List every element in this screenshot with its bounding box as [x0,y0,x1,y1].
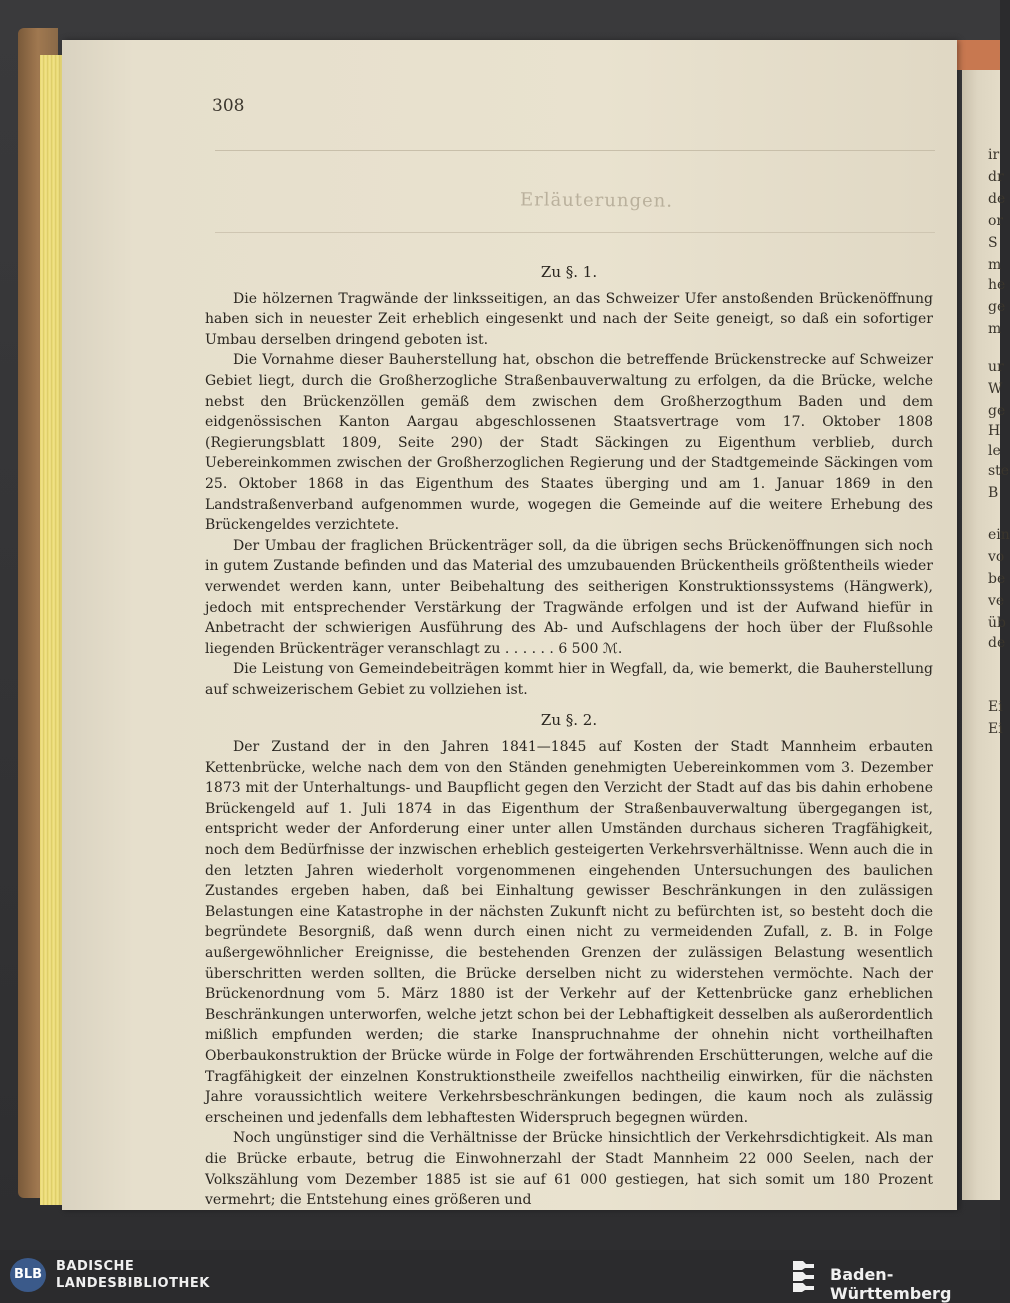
blb-logo-icon[interactable]: BLB [10,1258,46,1292]
paragraph: Die Vornahme dieser Bauherstellung hat, obschon die betreffende Brückenstrecke auf Schweizer Gebiet liegt, durch die Großherzogliche Straßenbauverwaltung zu erfolgen, da die Brücke, welche nebst den Brückenzöllen gemäß dem zwischen dem Großherzogthum Baden und dem eidgenössischen Kanton Aargau abgeschlossenen Staatsvertrage vom 17. Oktober 1808 (Regierungsblatt 1809, Seite 290) der Stadt Säckingen zu Eigenthum verblieb, durch Uebereinkommen zwischen der Großherzoglichen Regierung und der Stadtgemeinde Säckingen vom 25. Oktober 1868 in das Eigenthum des Staates überging und am 1. Januar 1869 in den Landstraßenverband aufgenommen wurde, wogegen die Gemeinde auf die weitere Erhebung des Brückengeldes verzichtete. [205,352,933,534]
edge-fragment: ve [988,593,1005,609]
paragraph-text: Der Umbau der fraglichen Brückenträger soll, da die übrigen sechs Brückenöffnungen sich noch in gutem Zustande befinden und das Material des umzubauenden Brückentheils größtentheils wieder verwendet werden kann, unter Beibehaltung des seitherigen Konstruktionssystems (Hängwerk), jedoch mit entsprechender Verstärkung der Tragwände erfolgen und ist der Aufwand hiefür in Anbetracht der schwierigen Ausführung des Ab- und Aufschlagens der hoch über der Flußsohle liegenden Brückenträger veranschlagt zu [205,537,933,657]
edge-fragment: ste [988,463,1010,479]
section-heading: Zu §. 2. [540,711,598,730]
edge-fragment: S [988,235,998,251]
blb-name-line1: BADISCHE [56,1259,135,1274]
facing-page-edge [962,70,1010,1200]
edge-fragment: Ei [988,699,1003,715]
edge-fragment: W [988,381,1003,397]
edge-fragment: ein [988,527,1010,543]
edge-fragment: ur [988,359,1004,375]
paragraph: Die Leistung von Gemeindebeiträgen kommt hier in Wegfall, da, wie bemerkt, die Bauherstellung auf schweizerischem Gebiet zu vollziehen ist. [205,661,933,698]
edge-fragment: be [988,571,1006,587]
amount-value: 6 500 ℳ. [558,640,623,657]
page-number: 308 [212,96,245,116]
edge-fragment: le [988,443,1001,459]
bw-label[interactable]: Baden-Württemberg [830,1265,952,1303]
viewer-footer [0,1250,1000,1303]
baden-wuerttemberg-lions-icon [790,1257,820,1293]
edge-fragment: or [988,213,1004,229]
blb-name-line2: LANDESBIBLIOTHEK [56,1276,210,1291]
edge-fragment: H [988,423,1001,439]
bleed-through-rule [215,232,935,233]
edge-fragment: dr [988,169,1004,185]
edge-fragment: B [988,485,999,501]
edge-fragment: m [988,321,1002,337]
bleed-through-heading: Erläuterungen. [519,189,674,212]
edge-fragment: ir [988,147,1000,163]
paragraph [205,536,933,660]
edge-fragment: Ei [988,721,1003,737]
edge-fragment: de [988,635,1006,651]
paragraph: Der Zustand der in den Jahren 1841—1845 auf Kosten der Stadt Mannheim erbauten Kettenbrücke, welche nach dem von den Ständen genehmigten Uebereinkommen vom 3. Dezember 1873 mit der Unterhaltungs- und Baupflicht gegen den Verzicht der Stadt auf das bis dahin erhobene Brückengeld auf 1. Juli 1874 in das Eigenthum der Straßenbauverwaltung übergegangen ist, entspricht weder der Anforderung einer unter allen Umständen durchaus sicheren Tragfähigkeit, noch dem Bedürfnisse der inzwischen erheblich gesteigerten Verkehrsverhältnisse. Wenn auch die in den letzten Jahren wiederholt vorgenommenen eingehenden Untersuchungen des baulichen Zustandes ergeben haben, daß bei Einhaltung gewisser Beschränkungen in den zulässigen Belastungen eine Katastrophe in der nächsten Zukunft nicht zu befürchten ist, so besteht doch die begründete Besorgniß, daß wenn durch einen nicht zu vermeidenden Zufall, z. B. in Folge außergewöhnlicher Ereignisse, die bestehenden Grenzen der zulässigen Belastung wesentlich überschritten werden sollten, die Brücke derselben nicht zu widerstehen vermöchte. Nach der Brückenordnung vom 5. März 1880 ist der Verkehr auf der Kettenbrücke ganz erheblichen Beschränkungen unterworfen, welche jetzt schon bei der Lebhaftigkeit desselben als außerordentlich mißlich empfunden werden; die starke Inanspruchnahme der ohnehin nicht vortheilhaften Oberbaukonstruktion der Brücke würde in Folge der fortwährenden Erschütterungen, welche auf die Tragfähigkeit der einzelnen Konstruktionstheile zweifellos nachtheilig einwirken, für die nächsten Jahre voraussichtlich weitere Verkehrsbeschränkungen bedingen, die kaum noch als zulässig erscheinen und jedenfalls dem lebhaftesten Widerspruch begegnen würden. [205,739,933,1126]
blb-name[interactable] [56,1258,210,1292]
page-body [205,262,933,1211]
edge-fragment: de [988,191,1006,207]
paragraph: Noch ungünstiger sind die Verhältnisse der Brücke hinsichtlich der Verkehrsdichtigkeit. Als man die Brücke erbaute, betrug die Einwohnerzahl der Stadt Mannheim 22 000 Seelen, nach der Volkszählung vom Dezember 1885 ist sie auf 61 000 gestiegen, hat sich somit um 180 Prozent vermehrt; die Entstehung eines größeren und [205,1130,933,1209]
edge-fragment: vo [988,549,1005,565]
edge-fragment: he [988,277,1006,293]
edge-fragment: m [988,257,1002,273]
section-heading: Zu §. 1. [540,263,598,281]
paragraph: Die hölzernen Tragwände der linksseitigen, an das Schweizer Ufer anstoßenden Brückenöffnung haben sich in neuester Zeit erheblich eingesenkt und nach der Seite geneigt, so daß ein sofortiger Umbau derselben dringend geboten ist. [205,290,933,348]
edge-fragment: ge [988,403,1006,419]
edge-fragment: ge [988,299,1006,315]
amount-dots: . . . . . . [504,640,554,657]
edge-fragment: üb [988,615,1006,631]
